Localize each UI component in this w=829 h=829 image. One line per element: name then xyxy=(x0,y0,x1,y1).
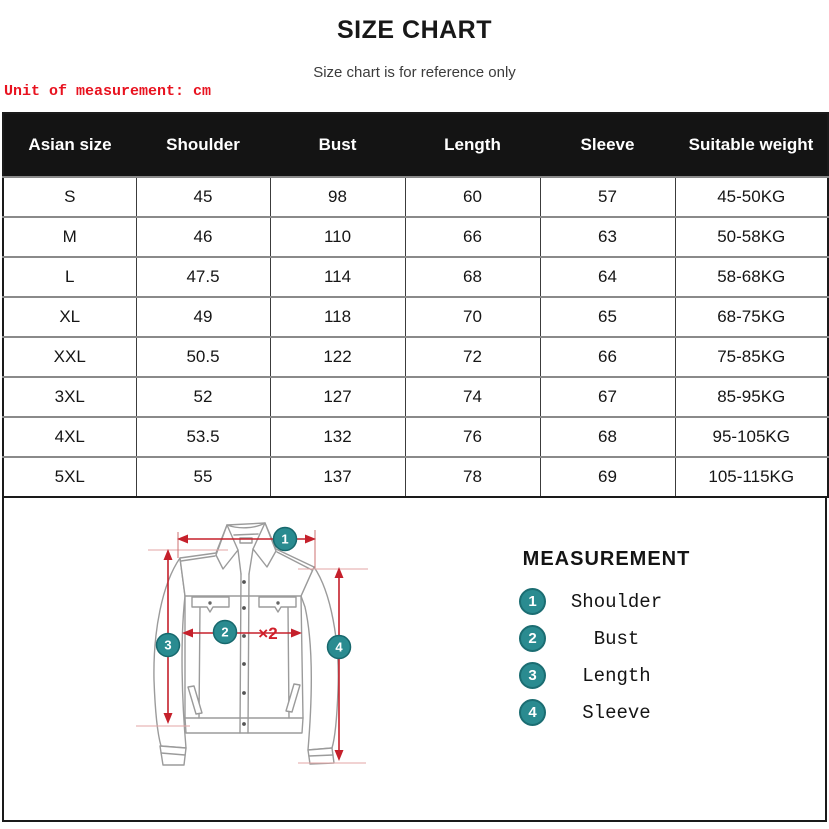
table-cell: 75-85KG xyxy=(675,337,828,377)
table-cell: 47.5 xyxy=(136,257,270,297)
table-cell: 66 xyxy=(405,217,540,257)
col-header-sleeve: Sleeve xyxy=(540,113,675,177)
diagram-marker-sleeve xyxy=(328,636,351,659)
jacket-measurement-diagram xyxy=(128,512,398,792)
bust-multiplier-label: ×2 xyxy=(258,624,278,643)
legend-item-bust xyxy=(504,620,709,657)
size-cell: 3XL xyxy=(3,377,136,417)
size-cell: XXL xyxy=(3,337,136,377)
size-cell: M xyxy=(3,217,136,257)
table-cell: 58-68KG xyxy=(675,257,828,297)
table-cell: 132 xyxy=(270,417,405,457)
table-cell: 95-105KG xyxy=(675,417,828,457)
page-subtitle: Size chart is for reference only xyxy=(313,64,516,81)
table-cell: 55 xyxy=(136,457,270,497)
table-cell: 53.5 xyxy=(136,417,270,457)
table-cell: 50-58KG xyxy=(675,217,828,257)
unit-of-measurement-note: Unit of measurement: cm xyxy=(4,83,212,100)
jacket-drawing xyxy=(154,523,338,765)
size-table-body xyxy=(3,177,828,497)
table-cell: 127 xyxy=(270,377,405,417)
legend-label: Sleeve xyxy=(582,701,651,724)
table-cell: 66 xyxy=(540,337,675,377)
table-row-s xyxy=(3,177,828,217)
table-row-5xl xyxy=(3,457,828,497)
diagram-marker-shoulder xyxy=(274,528,297,551)
table-cell: 85-95KG xyxy=(675,377,828,417)
size-table xyxy=(2,112,829,498)
table-cell: 49 xyxy=(136,297,270,337)
table-cell: 45-50KG xyxy=(675,177,828,217)
table-row-m xyxy=(3,217,828,257)
table-cell: 65 xyxy=(540,297,675,337)
table-cell: 67 xyxy=(540,377,675,417)
col-header-length: Length xyxy=(405,113,540,177)
col-header-bust: Bust xyxy=(270,113,405,177)
col-header-asian-size: Asian size xyxy=(3,113,136,177)
table-cell: 45 xyxy=(136,177,270,217)
table-cell: 74 xyxy=(405,377,540,417)
col-header-suitable-weight: Suitable weight xyxy=(675,113,828,177)
svg-text:4: 4 xyxy=(335,639,343,655)
size-cell: L xyxy=(3,257,136,297)
table-cell: 63 xyxy=(540,217,675,257)
table-cell: 72 xyxy=(405,337,540,377)
table-cell: 50.5 xyxy=(136,337,270,377)
size-cell: 4XL xyxy=(3,417,136,457)
table-cell: 68-75KG xyxy=(675,297,828,337)
table-cell: 60 xyxy=(405,177,540,217)
size-cell: XL xyxy=(3,297,136,337)
table-cell: 76 xyxy=(405,417,540,457)
svg-text:1: 1 xyxy=(281,531,289,547)
diagram-marker-bust xyxy=(214,621,237,644)
size-cell: S xyxy=(3,177,136,217)
table-cell: 122 xyxy=(270,337,405,377)
table-cell: 68 xyxy=(405,257,540,297)
table-row-xl xyxy=(3,297,828,337)
table-cell: 69 xyxy=(540,457,675,497)
table-cell: 137 xyxy=(270,457,405,497)
table-row-3xl xyxy=(3,377,828,417)
col-header-shoulder: Shoulder xyxy=(136,113,270,177)
diagram-marker-length xyxy=(157,634,180,657)
header-row xyxy=(3,113,828,177)
page-title: SIZE CHART xyxy=(337,16,492,44)
svg-text:2: 2 xyxy=(221,624,229,640)
table-cell: 57 xyxy=(540,177,675,217)
table-cell: 118 xyxy=(270,297,405,337)
size-table-header xyxy=(3,113,828,177)
table-cell: 114 xyxy=(270,257,405,297)
table-cell: 78 xyxy=(405,457,540,497)
legend-label: Bust xyxy=(593,627,640,650)
legend-item-length xyxy=(504,657,709,694)
legend-number-badge: 2 xyxy=(519,625,546,652)
measurement-legend xyxy=(504,548,709,731)
legend-item-shoulder xyxy=(504,583,709,620)
table-row-l xyxy=(3,257,828,297)
size-cell: 5XL xyxy=(3,457,136,497)
table-row-4xl xyxy=(3,417,828,457)
table-cell: 70 xyxy=(405,297,540,337)
legend-label: Shoulder xyxy=(570,590,663,613)
measurement-panel xyxy=(2,498,827,822)
legend-label: Length xyxy=(582,664,651,687)
legend-number-badge: 1 xyxy=(519,588,546,615)
table-row-xxl xyxy=(3,337,828,377)
legend-number-badge: 4 xyxy=(519,699,546,726)
table-cell: 68 xyxy=(540,417,675,457)
measurement-legend-title: MEASUREMENT xyxy=(522,548,691,570)
table-cell: 98 xyxy=(270,177,405,217)
table-cell: 110 xyxy=(270,217,405,257)
table-cell: 105-115KG xyxy=(675,457,828,497)
table-cell: 64 xyxy=(540,257,675,297)
legend-item-sleeve xyxy=(504,694,709,731)
table-cell: 52 xyxy=(136,377,270,417)
svg-text:3: 3 xyxy=(164,637,172,653)
table-cell: 46 xyxy=(136,217,270,257)
legend-number-badge: 3 xyxy=(519,662,546,689)
